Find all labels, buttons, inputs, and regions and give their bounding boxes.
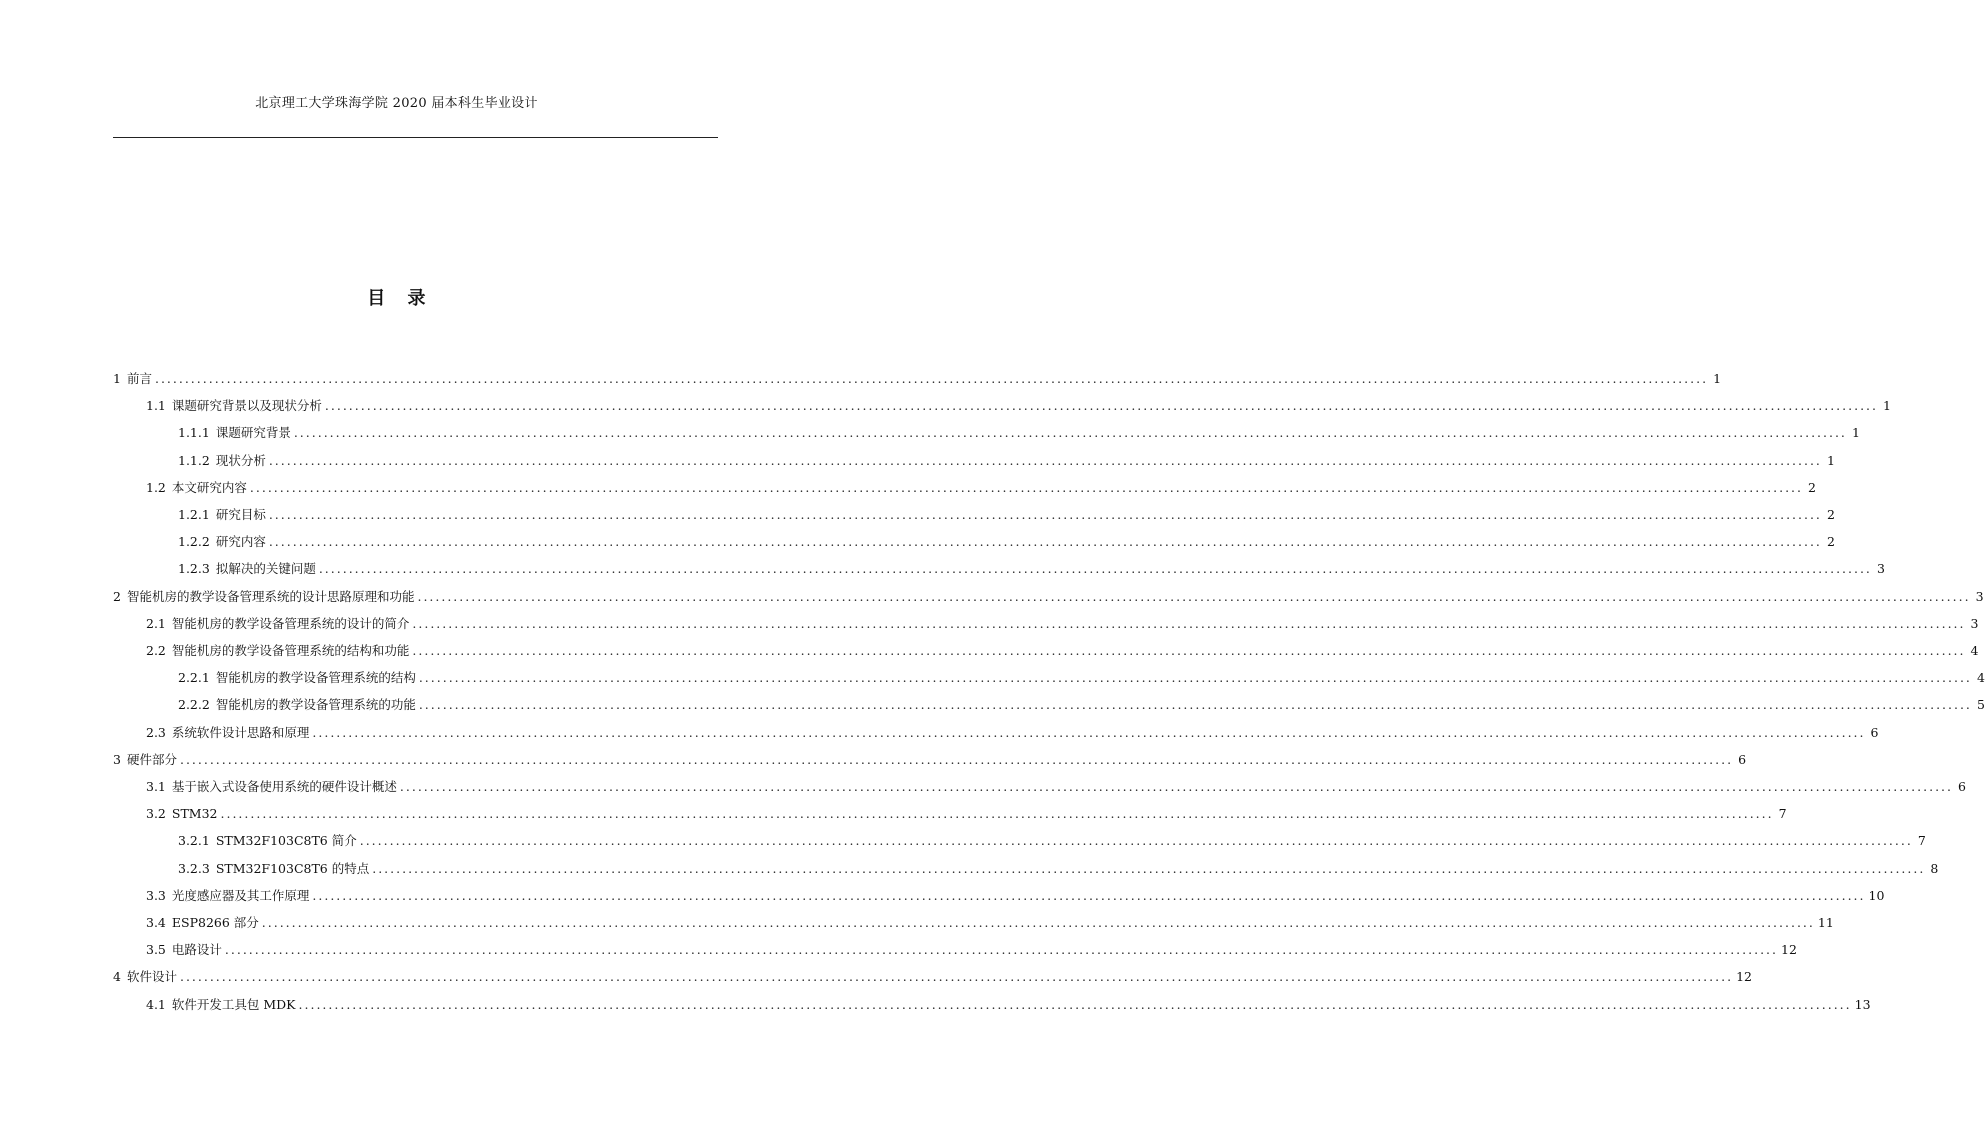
toc-entry-number: 2	[113, 588, 121, 604]
toc-entry-page: 6	[1738, 751, 1747, 767]
toc-entry[interactable]	[146, 637, 1979, 659]
toc-entry-page: 2	[1826, 534, 1835, 550]
toc-entry-number: 3.4	[146, 915, 166, 930]
toc-entry[interactable]	[178, 691, 1985, 713]
toc-leader-dots: ....................................................................................................................................................................................................................................................................	[179, 751, 1734, 767]
toc-entry-title: STM32F103C8T6 简介	[215, 833, 357, 849]
toc-entry-number: 3.2	[146, 806, 166, 822]
toc-entry-page: 7	[1778, 806, 1787, 822]
toc-entry-number: 2.3	[146, 724, 166, 740]
toc-entry[interactable]	[146, 800, 1787, 822]
toc-leader-dots: ....................................................................................................................................................................................................................................................................	[268, 534, 1822, 550]
toc-entry[interactable]	[113, 365, 1722, 387]
toc-entry-page: 4	[1970, 643, 1979, 658]
toc-leader-dots: ....................................................................................................................................................................................................................................................................	[412, 643, 1966, 658]
toc-leader-dots: ....................................................................................................................................................................................................................................................................	[268, 507, 1822, 522]
toc-entry-page: 3	[1876, 561, 1885, 577]
toc-entry-title: 电路设计	[171, 942, 222, 958]
toc-entry-title: 现状分析	[215, 452, 266, 468]
toc-entry-page: 4	[1976, 670, 1985, 686]
toc-entry-title: 研究目标	[215, 507, 266, 522]
toc-entry-title: 课题研究背景	[215, 425, 291, 441]
toc-entry-number: 3.1	[146, 779, 166, 794]
toc-entry-number: 1.1.2	[178, 452, 210, 468]
toc-entry-number: 3.5	[146, 942, 166, 958]
toc-leader-dots: ....................................................................................................................................................................................................................................................................	[298, 996, 1852, 1012]
toc-entry[interactable]	[178, 855, 1939, 877]
toc-title	[0, 284, 793, 310]
toc-entry[interactable]	[146, 909, 1834, 931]
toc-entry-number: 3.2.3	[178, 860, 210, 876]
toc-title-left: 目	[367, 288, 386, 309]
toc-entry-title: 智能机房的教学设备管理系统的结构	[215, 670, 416, 686]
toc-entry-number: 2.2	[146, 643, 166, 658]
toc-leader-dots: ....................................................................................................................................................................................................................................................................	[312, 724, 1866, 740]
toc-leader-dots: ....................................................................................................................................................................................................................................................................	[399, 779, 1953, 794]
toc-entry[interactable]	[178, 528, 1835, 550]
toc-entry[interactable]	[178, 501, 1835, 523]
toc-entry-page: 1	[1851, 425, 1860, 441]
toc-entry-page: 1	[1883, 398, 1891, 414]
toc-entry-page: 3	[1975, 588, 1984, 604]
toc-entry-title: 智能机房的教学设备管理系统的功能	[215, 697, 416, 713]
toc-entry[interactable]	[146, 392, 1891, 414]
toc-entry-title: 系统软件设计思路和原理	[171, 724, 310, 740]
toc-entry[interactable]	[146, 474, 1816, 496]
toc-entry-title: 拟解决的关键问题	[215, 561, 316, 577]
toc-entry-page: 1	[1826, 452, 1835, 468]
toc-entry[interactable]	[178, 827, 1926, 849]
toc-leader-dots: ....................................................................................................................................................................................................................................................................	[293, 425, 1847, 441]
toc-leader-dots: ....................................................................................................................................................................................................................................................................	[220, 806, 1774, 822]
toc-entry[interactable]	[146, 610, 1979, 632]
toc-entry[interactable]	[178, 555, 1885, 577]
toc-entry[interactable]	[146, 882, 1885, 904]
toc-entry-number: 3.3	[146, 887, 166, 903]
toc-entry-title: 硬件部分	[126, 751, 177, 767]
toc-entry-number: 1.1	[146, 398, 166, 414]
toc-entry[interactable]	[178, 447, 1835, 469]
toc-entry-number: 2.1	[146, 615, 166, 631]
toc-leader-dots: ....................................................................................................................................................................................................................................................................	[359, 833, 1913, 849]
toc-entry-title: 课题研究背景以及现状分析	[171, 398, 322, 414]
toc-entry-number: 1.2.2	[178, 534, 210, 550]
toc-entry-page: 2	[1808, 479, 1816, 495]
toc-entry-page: 11	[1817, 915, 1834, 930]
toc-leader-dots: ....................................................................................................................................................................................................................................................................	[154, 371, 1709, 386]
toc-leader-dots: ....................................................................................................................................................................................................................................................................	[412, 615, 1966, 631]
header-divider	[113, 137, 718, 138]
toc-entry-title: 智能机房的教学设备管理系统的设计的简介	[171, 615, 410, 631]
toc-entry-page: 10	[1868, 887, 1885, 903]
toc-leader-dots: ....................................................................................................................................................................................................................................................................	[417, 588, 1971, 604]
toc-leader-dots: ....................................................................................................................................................................................................................................................................	[224, 942, 1778, 958]
toc-leader-dots: ....................................................................................................................................................................................................................................................................	[249, 479, 1803, 495]
toc-entry-title: 智能机房的教学设备管理系统的结构和功能	[171, 643, 410, 658]
toc-entry-number: 3.2.1	[178, 833, 210, 849]
toc-entry-number: 1.2.3	[178, 561, 210, 577]
toc-entry-title: 智能机房的教学设备管理系统的设计思路原理和功能	[126, 588, 415, 604]
toc-entry-number: 2.2.2	[178, 697, 210, 713]
toc-leader-dots: ....................................................................................................................................................................................................................................................................	[324, 398, 1878, 414]
toc-entry[interactable]	[146, 773, 1966, 795]
toc-entry-page: 12	[1736, 969, 1752, 985]
toc-entry-title: 研究内容	[215, 534, 266, 550]
toc-entry-page: 8	[1930, 860, 1939, 876]
toc-entry-page: 3	[1970, 615, 1979, 631]
toc-entry-number: 1.2	[146, 479, 166, 495]
toc-entry-title: ESP8266 部分	[171, 915, 259, 930]
toc-entry-title: STM32F103C8T6 的特点	[215, 860, 370, 876]
toc-entry-title: 软件设计	[126, 969, 177, 985]
toc-entry-number: 1.2.1	[178, 507, 210, 522]
toc-leader-dots: ....................................................................................................................................................................................................................................................................	[179, 969, 1734, 985]
toc-entry[interactable]	[146, 719, 1879, 741]
toc-entry-title: 前言	[126, 371, 152, 386]
toc-leader-dots: ....................................................................................................................................................................................................................................................................	[312, 887, 1866, 903]
toc-entry-page: 1	[1713, 371, 1722, 386]
toc-entry[interactable]	[113, 583, 1984, 605]
toc-entry-title: 基于嵌入式设备使用系统的硬件设计概述	[171, 779, 397, 794]
toc-entry-number: 4.1	[146, 996, 166, 1012]
toc-entry-page: 12	[1781, 942, 1797, 958]
toc-entry-number: 1	[113, 371, 121, 386]
toc-entry-page: 2	[1826, 507, 1835, 522]
toc-entry[interactable]	[113, 963, 1752, 985]
toc-entry[interactable]	[178, 419, 1860, 441]
toc-leader-dots: ....................................................................................................................................................................................................................................................................	[372, 860, 1926, 876]
toc-entry[interactable]	[146, 991, 1871, 1013]
toc-entry-number: 3	[113, 751, 121, 767]
toc-entry-page: 6	[1870, 724, 1879, 740]
toc-entry-page: 7	[1917, 833, 1926, 849]
toc-leader-dots: ....................................................................................................................................................................................................................................................................	[261, 915, 1815, 930]
toc-leader-dots: ....................................................................................................................................................................................................................................................................	[268, 452, 1822, 468]
toc-leader-dots: ....................................................................................................................................................................................................................................................................	[418, 670, 1972, 686]
toc-entry-page: 5	[1976, 697, 1985, 713]
page-header	[0, 92, 793, 111]
toc-entry-title: 软件开发工具包 MDK	[171, 996, 296, 1012]
toc-entry-number: 1.1.1	[178, 425, 210, 441]
toc-entry-title: 光度感应器及其工作原理	[171, 887, 310, 903]
toc-entry-title: 本文研究内容	[171, 479, 247, 495]
toc-entry[interactable]	[113, 746, 1747, 768]
header-title: 北京理工大学珠海学院 2020 届本科生毕业设计	[255, 96, 538, 111]
toc-entry[interactable]	[178, 664, 1985, 686]
toc-entry-page: 6	[1958, 779, 1966, 794]
toc-entry-title: STM32	[171, 806, 218, 822]
toc-entry-page: 13	[1854, 996, 1871, 1012]
toc-entry[interactable]	[146, 936, 1797, 958]
toc-leader-dots: ....................................................................................................................................................................................................................................................................	[318, 561, 1872, 577]
toc-title-right: 录	[407, 288, 426, 309]
toc-entry-number: 2.2.1	[178, 670, 210, 686]
toc-leader-dots: ....................................................................................................................................................................................................................................................................	[418, 697, 1972, 713]
toc-entry-number: 4	[113, 969, 121, 985]
